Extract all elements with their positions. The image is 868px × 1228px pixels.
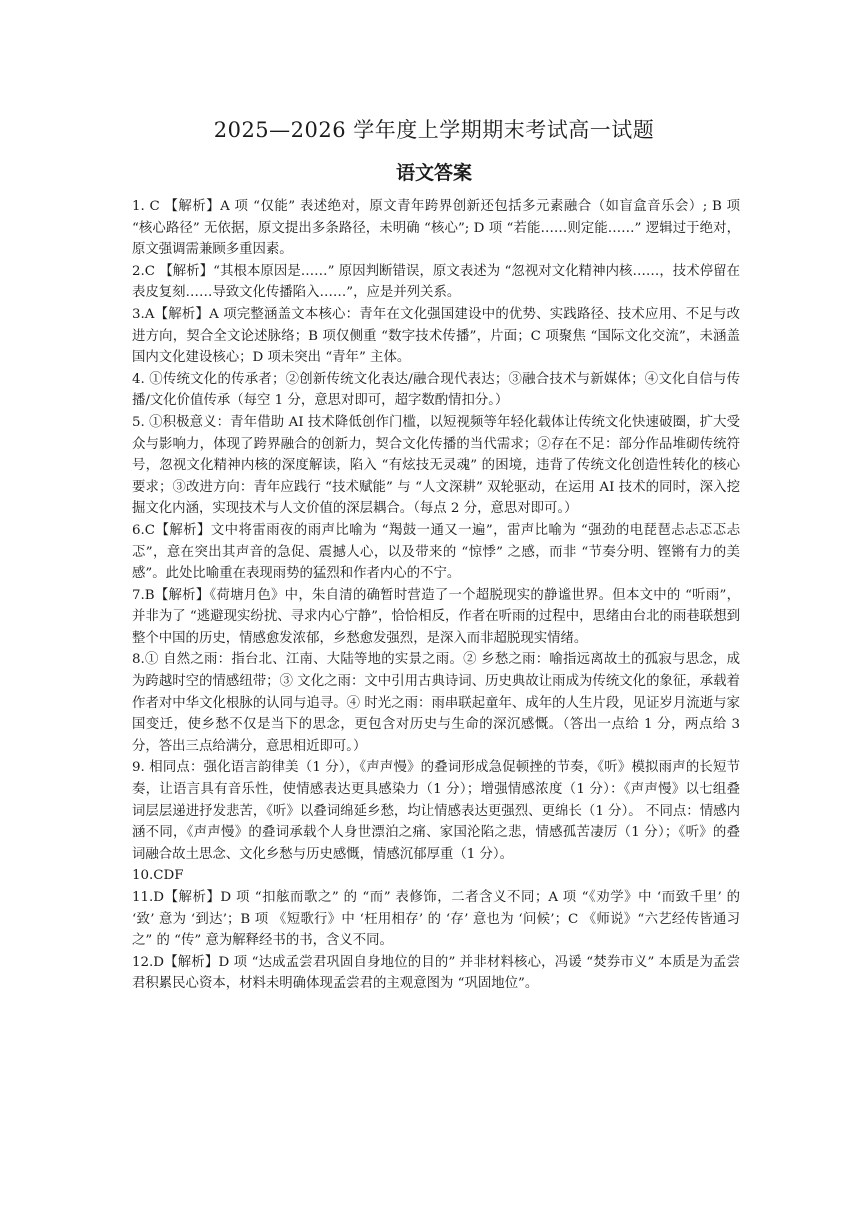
answer-item: 12.D【解析】D 项 “达成孟尝君巩固自身地位的目的” 并非材料核心，冯谖 “焚券市义” 本质是为孟尝君积累民心资本，材料未明确体现孟尝君的主观意图为 “巩固地位”。 (132, 954, 740, 992)
document-title: 2025—2026 学年度上学期期末考试高一试题 (213, 118, 655, 142)
answer-item: 5. ①积极意义：青年借助 AI 技术降低创作门槛，以短视频等年轻化载体让传统文化快速破圈，扩大受众与影响力，体现了跨界融合的创新力，契合文化传播的当代需求；②存在不足：部分作品堆砌传统符号，忽视文化精神内核的深度解读，陷入 “有炫技无灵魂” 的困境，违背了传统文化创造性转化的核心要求；③改进方向：青年应践行 “技术赋能” 与 “人文深耕” 双轮驱动，在运用 AI 技术的同时，深入挖掘文化内涵，实现技术与人文价值的深层耦合。（每点 2 分，意思对即可。） (132, 414, 740, 517)
answer-item: 11.D【解析】D 项 “扣舷而歌之” 的 “而” 表修饰，二者含义不同；A 项 “《劝学》中 ‘而致千里’ 的 ‘致’ 意为 ‘到达’；B 项 《短歌行》中 ‘枉用相存’ 的 ‘存’ 意也为 ‘问候’；C 《师说》“六艺经传皆通习之” 的 “传” 意为解释经书的书，含义不同。 (132, 890, 740, 949)
answer-item: 8.① 自然之雨：指台北、江南、大陆等地的实景之雨。② 乡愁之雨：喻指远离故土的孤寂与思念，成为跨越时空的情感纽带；③ 文化之雨：文中引用古典诗词、历史典故让雨成为传统文化的象征，承载着作者对中华文化根脉的认同与追寻。④ 时光之雨：雨串联起童年、成年的人生片段，见证岁月流逝与家国变迁，使乡愁不仅是当下的思念，更包含对历史与生命的深沉感慨。（答出一点给 1 分，两点给 3 分，答出三点给满分，意思相近即可。） (132, 652, 740, 754)
answer-item: 7.B【解析】《荷塘月色》中，朱自清的确暂时营造了一个超脱现实的静谧世界。但本文中的 “听雨”，并非为了 “逃避现实纷扰、寻求内心宁静”，恰恰相反，作者在听雨的过程中，思绪由台北的雨巷联想到整个中国的历史，情感愈发浓郁，乡愁愈发强烈，是深入而非超脱现实情绪。 (132, 587, 740, 646)
answer-item: 9. 相同点：强化语言韵律美（1 分），《声声慢》的叠词形成急促顿挫的节奏，《听》模拟雨声的长短节奏，让语言具有音乐性，使情感表达更具感染力（1 分）；增强情感浓度（1 分）：《声声慢》以七组叠词层层递进抒发悲苦，《听》以叠词绵延乡愁，均让情感表达更强烈、更绵长（1 分）。 不同点：情感内涵不同，《声声慢》的叠词承载个人身世漂泊之痛、家国沦陷之悲，情感孤苦凄厉（1 分）；《听》的叠词融合故土思念、文化乡愁与历史感慨，情感沉郁厚重（1 分）。 (132, 760, 740, 862)
answer-list (132, 196, 740, 995)
answer-item: 10.CDF (132, 868, 184, 884)
answer-item: 1. C 【解析】A 项 “仅能” 表述绝对，原文青年跨界创新还包括多元素融合（如盲盒音乐会）; B 项 “核心路径” 无依据，原文提出多条路径，未明确 “核心”; D 项 “若能……则定能……” 逻辑过于绝对，原文强调需兼顾多重因素。 (132, 199, 740, 258)
answer-item: 4. ①传统文化的传承者；②创新传统文化表达/融合现代表达；③融合技术与新媒体；④文化自信与传播/文化价值传承（每空 1 分，意思对即可，超字数酌情扣分。） (132, 371, 740, 409)
document-subtitle: 语文答案 (395, 162, 472, 184)
answer-item: 3.A【解析】A 项完整涵盖文本核心：青年在文化强国建设中的优势、实践路径、技术应用、不足与改进方向，契合全文论述脉络；B 项仅侧重 “数字技术传播”，片面；C 项聚焦 “国际文化交流”，未涵盖国内文化建设核心；D 项未突出 “青年” 主体。 (132, 306, 740, 366)
answer-item: 6.C【解析】文中将雷雨夜的雨声比喻为 “羯鼓一通又一遍”，雷声比喻为 “强劲的电琵琶忐忐忑忑忐忑”，意在突出其声音的急促、震撼人心，以及带来的 “惊悸” 之感，而非 “节奏分明、铿锵有力的美感”。此处比喻重在表现雨势的猛烈和作者内心的不宁。 (132, 522, 740, 582)
answer-item: 2.C 【解析】“其根本原因是……” 原因判断错误，原文表述为 “忽视对文化精神内核……，技术停留在表皮复刻……导致文化传播陷入……”，应是并列关系。 (132, 263, 740, 301)
